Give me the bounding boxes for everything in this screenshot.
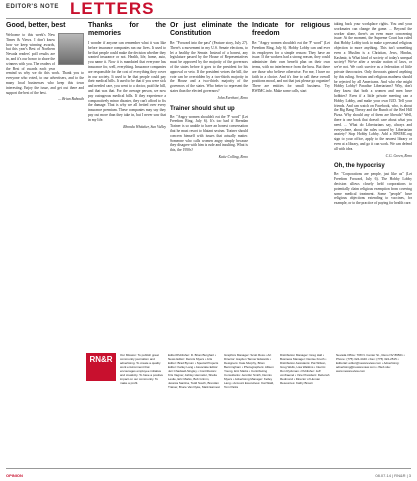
header-rule bbox=[6, 18, 411, 19]
editors-note-headline: Good, better, best bbox=[6, 22, 66, 29]
letter-body: Re: "Forward into the past" (Feature story, July 27). There's a movement in my U.S. Senate elections, to let a healthy the Senate. Instead of a honest, any legislature passed by the House of Representatives must be approved by the majority of the governors of the states before it goes to the president for his approval or veto. If the president vetoes the bill, the vote can be overridden by a two-thirds majority in the House and a two-thirds majority of the governors of the states. Who better to represent the states than the elected governors? bbox=[170, 41, 248, 93]
page-footer bbox=[6, 468, 411, 481]
letter-signature: John Everhart, Reno bbox=[217, 95, 248, 100]
letter-body: I wonder if anyone can remember what it was like before insurance companies ran our lives. It used to be that people could make the decision whether they wanted insurance or not. Health, life, home, auto, you name it. Now it is mandated that everyone has insurance for, well, everything. Insurance companies are responsible for the cost of everything they cover in our society. It used to be that people could pay their medical bills. It used to be that if you were sick and needed care, you went to a doctor, paid the bill, and that was that. For the average person, we now pay outrageous medical bills. If they experience a comparatively minor disaster, they can't afford to fix the damage. That is why we all fretted over every insurance premium. These companies may say they pay out more than they take in, but I never saw that in my life. bbox=[88, 41, 166, 122]
letter-column bbox=[170, 22, 248, 160]
letter-signature: C.G. Green, Reno bbox=[385, 153, 412, 158]
letter-headline: Oh, the hypocrisy bbox=[334, 163, 385, 170]
mission-statement: Our Mission: To publish great community journalism and advertising. To create a quality work environment that encourages employee initiative and creativity. To have a positive impact on our community. To make a profit. bbox=[120, 353, 164, 385]
letter-signature: Rhonda Whitaker, Sun Valley bbox=[123, 124, 166, 129]
rnr-logo: RN&R bbox=[86, 353, 116, 381]
editors-note-signature: — Brian Bahouth bbox=[57, 97, 84, 102]
letter-body: Re: "Corporations are people, just like us" (Let Freedom Forward, July 6). The Hobby Lobby decision allows closely held corporations to potentially claim religious exemption from covering some medical treatment. Some "people" have religious objections extending to vaccines, for example, or to the practice of paying for health care. bbox=[334, 172, 412, 206]
masthead-staff: Editor/Publisher: D. Brian Burghart • News Editor: Dennis Myers • Arts Editor: Brad Bynum • Special Projects Editor: Kelley Lang • Associate Editor: Jeri Chadwell-Singley • Contributors: Kris Vagner, Ashley Hennefer, Sheila Leslie, Eric Marks, Bob Grimm, Jessica Santina, Todd South, Brendan Trainer, Bruce Van Dyke, Mark Earnest bbox=[168, 353, 220, 389]
footer-section-label: OPINION bbox=[6, 473, 23, 478]
letter-column bbox=[88, 22, 166, 129]
masthead-staff: Graphics Manager: Scott Ross • Art Director: Hayden Tanner Edwards • Designers: Kate Murphy, Brian Bermingham • Photographers: Allison Young, Eric Marks • Contributing Consultants: Jennifer Smith, Dennis Myers • Advertising Manager: Kelley Lang • Account Executives: Kat Wald, Tom Parks bbox=[224, 353, 274, 389]
letter-signature: Katie Colling, Reno bbox=[218, 154, 248, 159]
letter-body: taking back your workplace rights. You and your workmates can change the game. ... Beyond the worker alone, there's an even more concerning issue: At the moment, the Supreme Court has ruled that Hobby Lobby took to make a personal religious objection to more anything. This isn't something even a Muslim is a Christian, Jews, Hindus, Kashmir, is What kind of society of today's unequal society? We've after a secular nation of laws, or we're not. We can't survive as a federation of little private theocracies. Only theocrats gained anything by this ruling. Sexism and religious madness should be rejected by all Americans. And who else might Hobby Lobby? Paradise Libertarians? Why, don't they know that both a women and men have hobbies? Even if a little private meeting can a Hobby Lobby, and make your own IUD. Tell your friends. And can watch on Facebook, who, is about the Big Bang Theory and the Bunch of the Red Hill Pizza. Why should any of them are liberals? Well, there is one book that doesn't care about what you need. ... What do Libertarians say, always and everywhere, about the rules caused by Libertarian anxiety? Stop Hobby Lobby. Add a BWIMC.org sign to your office, apply to the nearest library or even at a library, and go it can work. We can defend all with idea. bbox=[334, 22, 412, 151]
letter-column bbox=[252, 22, 330, 352]
letter-headline: Thanks for the memories bbox=[88, 22, 166, 37]
footer-issue-info: 08.07.14 | RN&R | 3 bbox=[375, 473, 411, 478]
letter-column bbox=[334, 22, 412, 352]
letter-body: Re: "Angry women shouldn't eat the 'F' word" (Let Freedom Ring, July 6). It's too bad if Brendan Trainer is so unable to have an honest conversation that he must resort to blatant sexism. Trainer should concern himself with issues that actually matter. Someone who calls women angry simply because they disagree with him is rude and insulting. What is this, the 1950s? bbox=[170, 114, 248, 153]
editor-photo bbox=[58, 33, 84, 65]
masthead bbox=[86, 353, 333, 465]
masthead-contact: Nevada Office: 708 N. Center St., Reno NV 89501 • Phone: (775) 324-4440 • Fax: (775) 324-2515 • Editorial: editor@newsreview.com • Advertising: advertising@newsreview.com • Web site: www.newsreview.com bbox=[336, 353, 405, 373]
section-title: LETTERS bbox=[70, 0, 155, 18]
letter-headline: Or just eliminate the Constitution bbox=[170, 22, 248, 37]
page-header bbox=[6, 0, 411, 18]
editors-note-column bbox=[6, 22, 84, 102]
editors-note-body: Welcome to this week's New Times & Views. I don't know how we keep winning awards, but this year's Best of Northern Nevada readers' poll results are in, and it's our honor to share the winners with you. The readers of the Best of awards each year remind us why we do this work. Thank you to everyone who voted, to our advertisers, and to the many local businesses who keep this town interesting. Enjoy the issue, and get out there and support the best of the best. bbox=[6, 33, 84, 95]
masthead-staff: Distribution Manager: Greg Hall • Business Manager: Denise Knoth • Distribution Assistants: Pat Wilson, Greg Wells, Lisa Watkins • Interim: Ron Ryckman • Publisher: Jeff vonKaenel • Vice President: Deborah Redmond • Director of Human Resources: Kathy Brown bbox=[280, 353, 330, 385]
letter-body: Re: "Angry women shouldn't eat the 'F' word" (Let Freedom Ring, July 6). Hobby Lobby can and ever its employees for a simple reason: They have an issue. If the workers had a strong reason, they could administer their own benefit plan on their own terms, with no interference from the boss. But there are those who believe otherwise. For me, I have no faith in a choice. And it's fine to call these overall positions moral, and not that just please go organize! There are entities for small business. Try BWIMC.info. Make some calls, start bbox=[252, 41, 330, 93]
letter-headline: Indicate for religious freedom bbox=[252, 22, 330, 37]
editors-note-label: EDITOR'S NOTE bbox=[6, 4, 59, 10]
letter-headline: Trainer should shut up bbox=[170, 105, 235, 112]
